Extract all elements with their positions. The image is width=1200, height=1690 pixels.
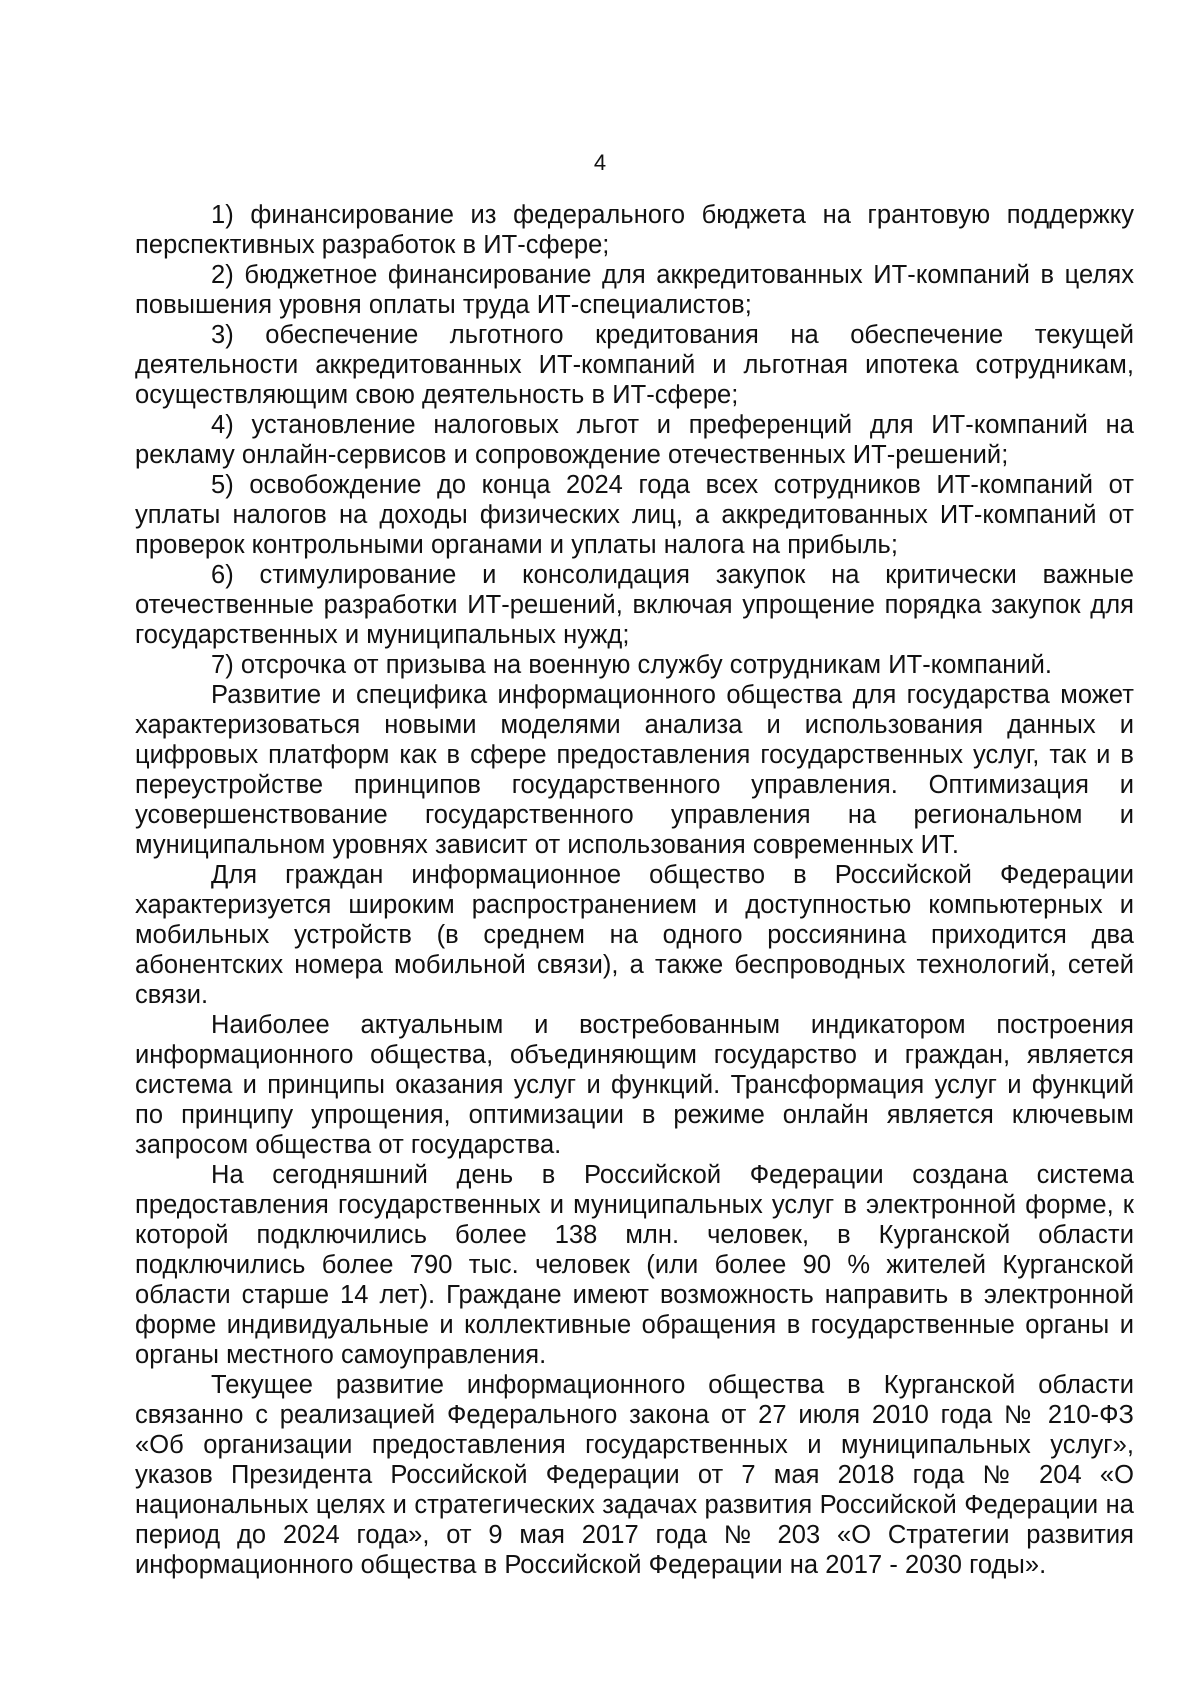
list-item-4-tax-benefits: 4) установление налоговых льгот и преференций для ИТ-компаний на рекламу онлайн-сервисов и сопровождение отечественных ИТ-решений; (135, 411, 1134, 469)
paragraph-information-society-state: Развитие и специфика информационного общества для государства может характеризоваться новыми моделями анализа и использования данных и цифровых платформ как в сфере предоставления государственных услуг, так и в переустройстве принципов государственного управления. Оптимизация и усовершенствование государственного управления на региональном и муниципальном уровнях зависит от использования современных ИТ. (135, 681, 1134, 859)
list-item-3-preferential-lending: 3) обеспечение льготного кредитования на обеспечение текущей деятельности аккредитованных ИТ-компаний и льготная ипотека сотрудникам, осуществляющим свою деятельность в ИТ-сфере; (135, 321, 1134, 409)
paragraph-legal-basis: Текущее развитие информационного общества в Курганской области связанно с реализацией Федерального закона от 27 июля 2010 года № 210-ФЗ «Об организации предоставления государственных и муниципальных услуг», указов Президента Российской Федерации от 7 мая 2018 года № 204 «О национальных целях и стратегических задачах развития Российской Федерации на период до 2024 года», от 9 мая 2017 года № 203 «О Стратегии развития информационного общества в Российской Федерации на 2017 - 2030 годы». (135, 1371, 1134, 1579)
list-item-6-procurement-stimulation: 6) стимулирование и консолидация закупок на критически важные отечественные разработки ИТ-решений, включая упрощение порядка закупок для государственных и муниципальных нужд; (135, 561, 1134, 649)
list-item-5-tax-exemption: 5) освобождение до конца 2024 года всех сотрудников ИТ-компаний от уплаты налогов на доходы физических лиц, а аккредитованных ИТ-компаний от проверок контрольными органами и уплаты налога на прибыль; (135, 471, 1134, 559)
paragraph-electronic-services-system: На сегодняшний день в Российской Федерации создана система предоставления государственных и муниципальных услуг в электронной форме, к которой подключились более 138 млн. человек, в Курганской области подключились более 790 тыс. человек (или более 90 % жителей Курганской области старше 14 лет). Граждане имеют возможность направить в электронной форме индивидуальные и коллективные обращения в государственные органы и органы местного самоуправления. (135, 1161, 1134, 1369)
page-number: 4 (593, 150, 607, 175)
list-item-7-military-deferment: 7) отсрочка от призыва на военную службу сотрудникам ИТ-компаний. (211, 651, 1053, 679)
paragraph-services-indicator: Наиболее актуальным и востребованным индикатором построения информационного общества, объединяющим государство и граждан, является система и принципы оказания услуг и функций. Трансформация услуг и функций по принципу упрощения, оптимизации в режиме онлайн является ключевым запросом общества от государства. (135, 1011, 1134, 1159)
list-item-2-budget-funding-salaries: 2) бюджетное финансирование для аккредитованных ИТ-компаний в целях повышения уровня оплаты труда ИТ-специалистов; (135, 261, 1134, 319)
paragraph-information-society-citizens: Для граждан информационное общество в Российской Федерации характеризуется широким распространением и доступностью компьютерных и мобильных устройств (в среднем на одного россиянина приходится два абонентских номера мобильной связи), а также беспроводных технологий, сетей связи. (135, 861, 1134, 1009)
list-item-1-federal-grant-funding: 1) финансирование из федерального бюджета на грантовую поддержку перспективных разработок в ИТ-сфере; (135, 201, 1134, 259)
document-body (135, 200, 1134, 1580)
